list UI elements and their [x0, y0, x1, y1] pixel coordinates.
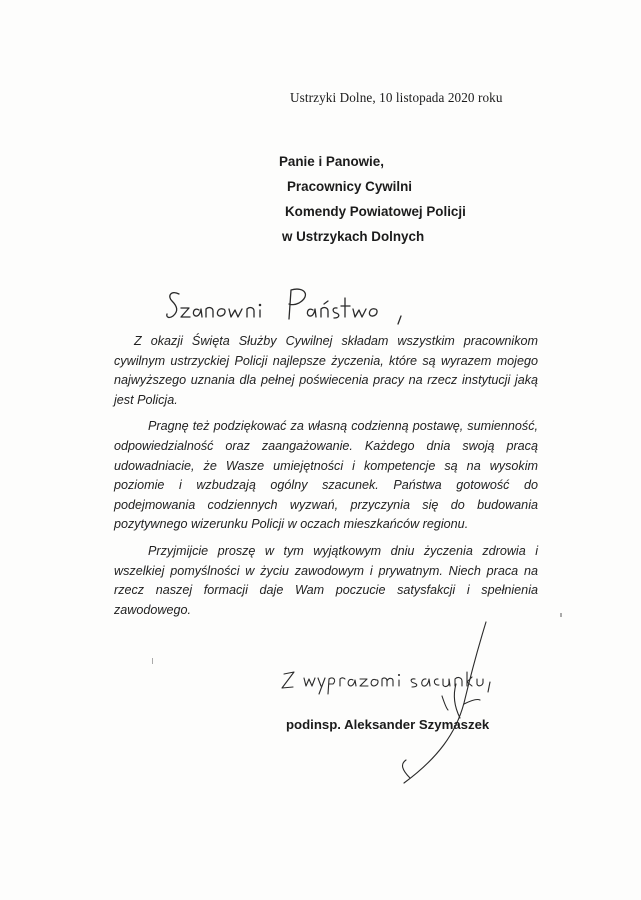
signer-name: podinsp. Aleksander Szymaszek: [286, 717, 490, 732]
body-paragraph: Przyjmijcie proszę w tym wyjątkowym dniu życzenia zdrowia i wszelkiej pomyślności w życiu zawodowym i prywatnym. Niech praca na rzecz naszej formacji daje Wam poczucie satysfakcji i spełnienia zawodowego.: [114, 543, 538, 617]
addressee-line: Komendy Powiatowej Policji: [285, 204, 466, 219]
addressee-line: w Ustrzykach Dolnych: [282, 229, 425, 244]
scan-speck: [152, 658, 153, 664]
body-paragraph: Pragnę też podziękować za własną codzienną postawę, sumienność, odpowiedzialność oraz zaangażowanie. Każdego dnia swoją pracą udowadniacie, że Wasze umiejętności i kompetencje są na wysokim poziomie i wzbudzają ogólny szacunek. Państwa gotowość do podejmowania codziennych wyzwań, przyczynia się do budowania pozytywnego wizerunku Policji w oczach mieszkańców regionu.: [114, 419, 538, 532]
addressee-line: Pracownicy Cywilni: [287, 179, 413, 194]
body-paragraph: Z okazji Święta Służby Cywilnej składam wszystkim pracownikom cywilnym ustrzyckiej Policji najlepsze życzenia, które są wyrazem mojego najwyższego uznania dla pełnej poświecenia pracy na rzecz instytucji jaką jest Policja.: [114, 334, 538, 407]
place-date: Ustrzyki Dolne, 10 listopada 2020 roku: [290, 90, 503, 105]
scan-speck: [560, 613, 562, 617]
handwritten-salutation: [165, 286, 415, 326]
signature-scrawl: [390, 618, 500, 788]
letter-body: [114, 332, 538, 627]
addressee-line: Panie i Panowie,: [279, 154, 384, 169]
